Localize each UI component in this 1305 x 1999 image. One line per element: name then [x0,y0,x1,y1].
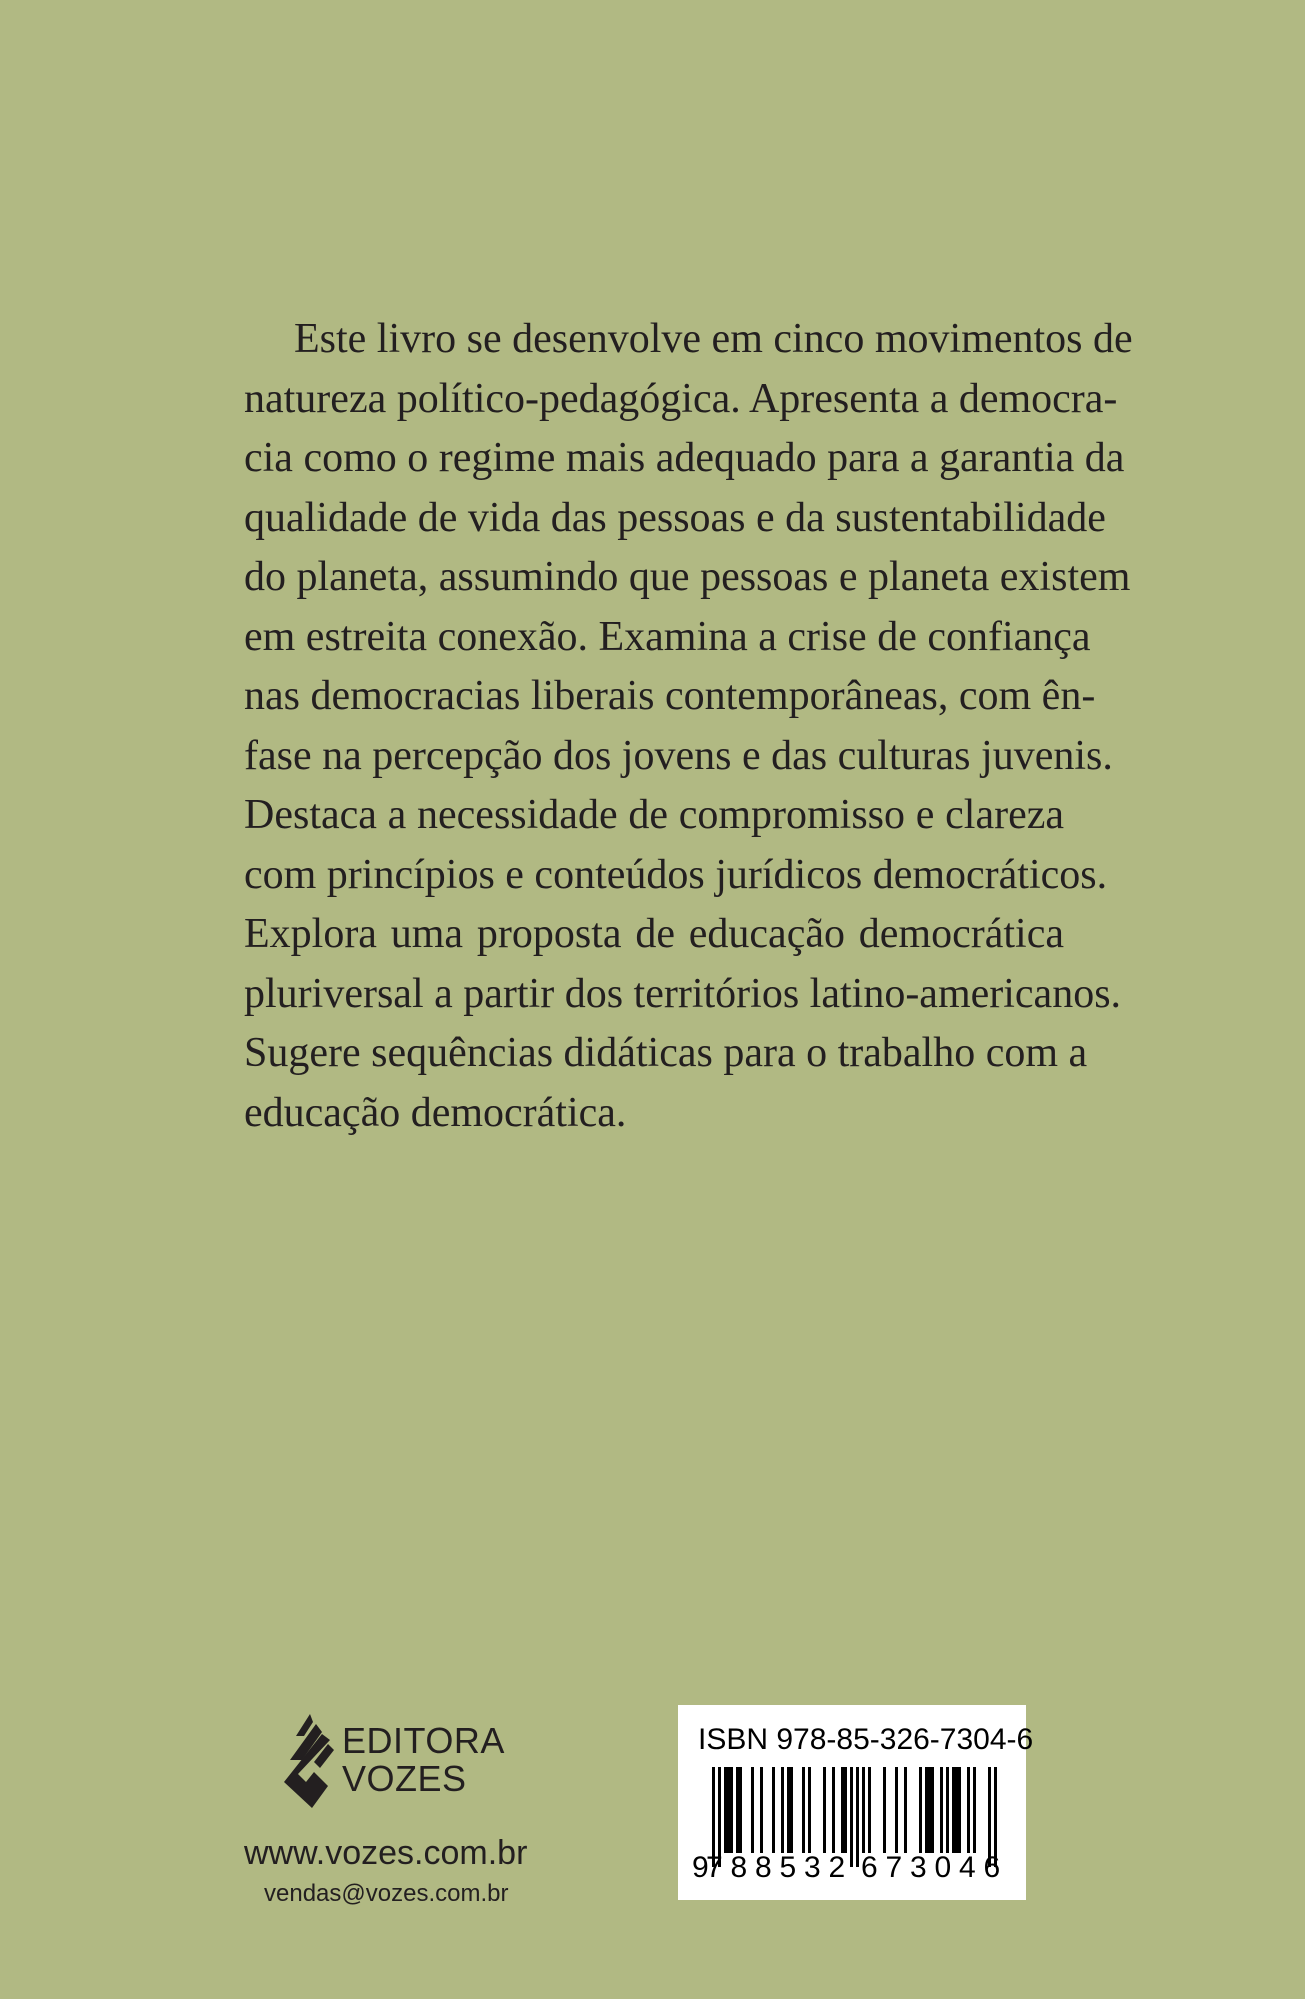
barcode-bar [790,1767,793,1853]
barcode-bar [841,1767,844,1853]
ean-digit: 2 [828,1851,846,1884]
vozes-diamond-logo-icon [282,1710,342,1810]
barcode-bar [850,1767,853,1867]
blurb-line: nas democracias liberais contemporâneas, com ên- [244,673,1096,719]
ean-digit: 8 [730,1851,748,1884]
barcode-bar [844,1767,847,1853]
barcode-bar [739,1767,742,1853]
blurb-line: pluriversal a partir dos territórios latino-americanos. [244,970,1122,1017]
barcode-bar [808,1767,811,1853]
barcode-bar [736,1767,739,1853]
blurb-line: Explora uma proposta de educação democrática [244,911,1064,957]
ean-digit: 9 [692,1851,709,1884]
barcode-bar [904,1767,907,1853]
isbn-barcode [678,1705,1034,1900]
back-cover-blurb [244,310,1133,1143]
barcode-bar [727,1767,730,1853]
barcode-bar [919,1767,922,1853]
blurb-line: Destaca a necessidade de compromisso e clareza [244,792,1064,838]
barcode-bar [946,1767,949,1853]
blurb-line: qualidade de vida das pessoas e da sustentabilidade [244,494,1106,541]
barcode-bar [802,1767,805,1853]
barcode-bar [772,1767,775,1853]
ean-digit: 3 [804,1851,821,1884]
publisher-email[interactable]: vendas@vozes.com.br [264,1880,509,1907]
ean-digit: 3 [910,1851,927,1884]
ean-digit: 7 [706,1851,723,1884]
barcode-bar [958,1767,961,1853]
barcode-bar [856,1767,859,1867]
barcode-bar [868,1767,871,1853]
ean-digit: 8 [755,1851,772,1884]
ean-digit: 5 [779,1851,797,1884]
publisher-name-line1: EDITORA [342,1720,505,1761]
barcode-bar [751,1767,754,1853]
barcode-bar [760,1767,763,1853]
blurb-line: com princípios e conteúdos jurídicos democráticos. [244,851,1108,898]
barcode-bar [862,1767,865,1853]
blurb-line: cia como o regime mais adequado para a garantia da [244,435,1125,481]
barcode-bar [940,1767,943,1853]
publisher-logo [282,1710,512,1810]
publisher-website[interactable]: www.vozes.com.br [244,1834,528,1872]
blurb-line: em estreita conexão. Examina a crise de confiança [244,613,1091,660]
blurb-line: educação democrática. [244,1089,627,1136]
blurb-line: Sugere sequências didáticas para o trabalho com a [244,1030,1088,1076]
barcode-bar [781,1767,784,1853]
barcode-bar [952,1767,955,1853]
barcode-bar [832,1767,835,1853]
blurb-line: natureza político-pedagógica. Apresenta a democra- [244,375,1118,422]
ean-digit: 4 [959,1851,976,1884]
barcode-bar [925,1767,928,1853]
barcode-bar [955,1767,958,1853]
blurb-line: fase na percepção dos jovens e das culturas juvenis. [244,732,1113,779]
publisher-name-line2: VOZES [342,1758,467,1799]
publisher-name [342,1722,505,1798]
barcode-bar [931,1767,934,1853]
barcode-bar [973,1767,976,1853]
barcode-bar [787,1767,790,1853]
barcode-bar [967,1767,970,1853]
ean-digit: 6 [983,1851,1001,1884]
blurb-line: do planeta, assumindo que pessoas e planeta existem [244,554,1131,600]
barcode-bar [730,1767,733,1853]
barcode-bar [823,1767,826,1853]
blurb-line: Este livro se desenvolve em cinco movimentos de [294,316,1133,362]
isbn-label: ISBN 978-85-326-7304-6 [698,1723,1034,1756]
ean-digit: 0 [934,1851,952,1884]
barcode-bar [724,1767,727,1853]
ean-digit: 6 [861,1851,878,1884]
barcode-bar [895,1767,898,1853]
ean-digit: 7 [885,1851,903,1884]
barcode-bar [883,1767,886,1853]
barcode-bar [928,1767,931,1853]
